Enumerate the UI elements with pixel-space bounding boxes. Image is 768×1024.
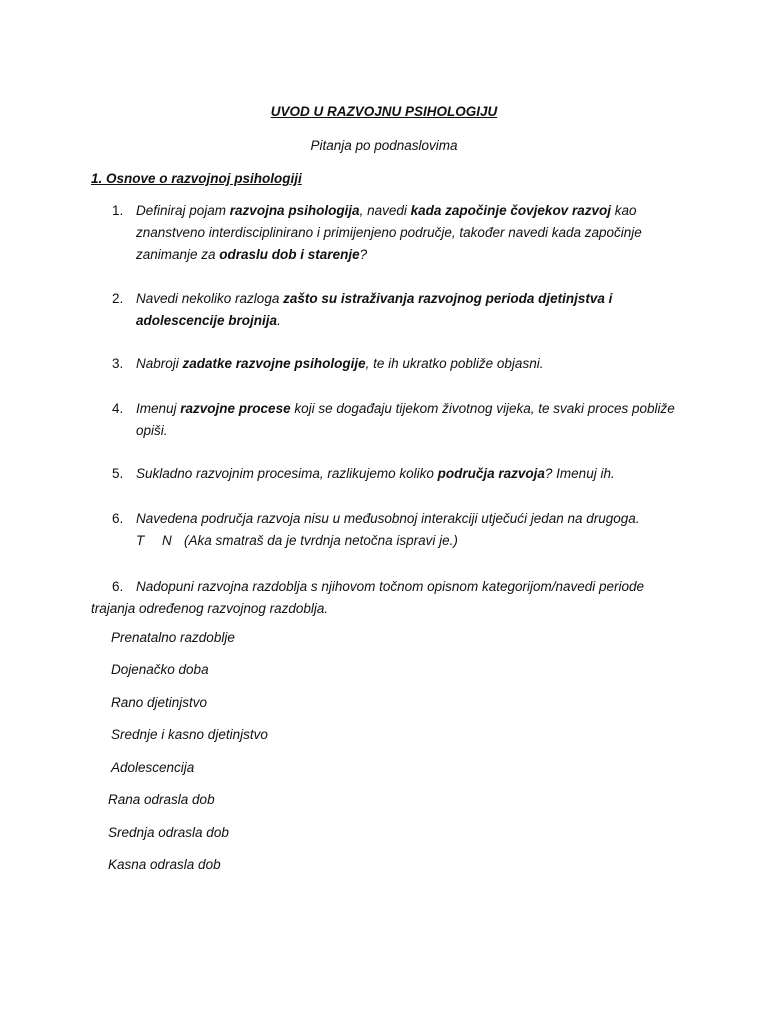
- question-number: 1.: [112, 203, 124, 218]
- question-number: 3.: [112, 356, 124, 371]
- question-number: 6.: [112, 579, 124, 594]
- period-item: Rano djetinjstvo: [111, 695, 208, 710]
- question-text-part: kao znanstveno interdisciplinirano i primijenjeno područje, također navedi kada započinje zanimanje za: [136, 203, 642, 262]
- question-text: [136, 353, 702, 375]
- question-text: [136, 200, 702, 266]
- period-item: Kasna odrasla dob: [108, 857, 221, 872]
- question-text-part: ?: [359, 247, 368, 262]
- question-keyword: odraslu dob i starenje: [219, 247, 360, 262]
- question-text-part: , te ih ukratko pobliže objasni.: [365, 356, 544, 371]
- period-item: Rana odrasla dob: [108, 792, 215, 807]
- question-text-part: , navedi: [359, 203, 411, 218]
- period-item: Adolescencija: [111, 760, 195, 775]
- false-option[interactable]: N: [162, 533, 172, 548]
- question-5: [112, 463, 702, 485]
- question-3: [112, 353, 702, 375]
- period-item: Prenatalno razdoblje: [111, 630, 235, 645]
- question-keyword: kada započinje čovjekov razvoj: [410, 203, 611, 218]
- question-text-part: ? Imenuj ih.: [544, 466, 615, 481]
- question-text: [136, 463, 702, 485]
- question-text-part: Sukladno razvojnim procesima, razlikujemo koliko: [136, 466, 438, 481]
- question-text-part: Navedena područja razvoja nisu u međusobnoj interakciji utječući jedan na drugoga.: [136, 511, 640, 526]
- question-7: [91, 576, 691, 620]
- question-text: Nadopuni razvojna razdoblja s njihovom točnom opisnom kategorijom/navedi periode trajanja određenog razvojnog razdoblja.: [91, 579, 645, 616]
- question-number: 2.: [112, 291, 124, 306]
- question-text-part: Imenuj: [136, 401, 181, 416]
- question-text: [136, 508, 702, 530]
- question-number: 6.: [112, 511, 124, 526]
- question-number: 5.: [112, 466, 124, 481]
- period-item: Srednja odrasla dob: [108, 825, 229, 840]
- period-item: Srednje i kasno djetinjstvo: [111, 727, 268, 742]
- question-6: [112, 508, 702, 552]
- question-text-part: .: [277, 313, 281, 328]
- question-1: [112, 200, 702, 266]
- true-false-row: [136, 530, 702, 552]
- question-text-part: Definiraj pojam: [136, 203, 230, 218]
- true-option[interactable]: T: [136, 533, 145, 548]
- question-text: [136, 288, 702, 332]
- question-keyword: područja razvoja: [437, 466, 545, 481]
- question-text-part: Navedi nekoliko razloga: [136, 291, 284, 306]
- question-keyword: razvojna psihologija: [229, 203, 360, 218]
- period-item: Dojenačko doba: [111, 662, 209, 677]
- question-number: 4.: [112, 401, 124, 416]
- question-keyword: razvojne procese: [180, 401, 291, 416]
- question-keyword: zašto su istraživanja razvojnog perioda djetinjstva i adolescencije brojnija: [136, 291, 613, 328]
- question-4: [112, 398, 702, 442]
- question-text: [136, 398, 702, 442]
- question-text-part: koji se događaju tijekom životnog vijeka, te svaki proces pobliže opiši.: [136, 401, 675, 438]
- question-2: [112, 288, 702, 332]
- true-false-note: (Aka smatraš da je tvrdnja netočna ispravi je.): [184, 533, 458, 548]
- document-subtitle: Pitanja po podnaslovima: [310, 138, 458, 153]
- question-text-part: Nabroji: [136, 356, 183, 371]
- question-keyword: zadatke razvojne psihologije: [182, 356, 366, 371]
- document-title: UVOD U RAZVOJNU PSIHOLOGIJU: [270, 104, 498, 119]
- section-heading: 1. Osnove o razvojnoj psihologiji: [91, 171, 302, 186]
